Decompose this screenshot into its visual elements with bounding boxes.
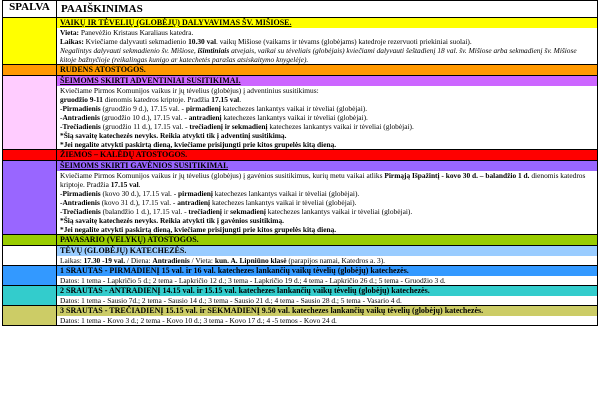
stream-3-cell [57, 306, 598, 326]
legend-table [2, 0, 598, 326]
advent-line-2-rest1: (gruodžio 10 d.), 17.15 val. - [99, 113, 189, 122]
header-explanation: PAAIŠKINIMAS [57, 1, 598, 18]
mass-place [60, 28, 594, 37]
advent-line-1 [60, 104, 594, 113]
mass-place-label: Vieta: [60, 28, 80, 37]
parents-time-label: Laikas: [60, 256, 84, 265]
advent-line-2-rest2: katechezes lankantys vaikai ir tėveliai (globėjai). [221, 113, 368, 122]
advent-line-1-day: -Pirmadienis [60, 104, 101, 113]
lent-line-3 [60, 207, 594, 216]
lent-intro-pre: Kviečiame Pirmos Komunijos vaikus ir jų tėvelius (globėjus) į gavėnios susitikimus, kurių metu vaikai atliks [60, 171, 385, 180]
stream-2-cell [57, 286, 598, 306]
swatch-red [3, 150, 57, 161]
lent-line-3-day: -Trečiadienis [60, 207, 101, 216]
row-advent [3, 76, 598, 150]
mass-note-pre: Negalintys dalyvauti sekmadienio šv. Mišiose, [60, 46, 198, 55]
parents-place-rest: (parapijos namai, Katedros a. 3). [286, 256, 386, 265]
parents-place-label: / Vieta: [189, 256, 215, 265]
lent-line-2 [60, 198, 594, 207]
lent-line-1-rest2: katechezes lankantys vaikai ir tėveliai (globėjai). [212, 189, 360, 198]
parents-day-label: / Diena: [125, 256, 153, 265]
advent-line-2 [60, 113, 594, 122]
lent-line-2-bold: antradienį [177, 198, 211, 207]
mass-time-post: . vaikų Mišiose (vaikams ir tėvams (globėjams) katedroje rezervuoti priekiniai suolai). [216, 37, 472, 46]
header-color: SPALVA [3, 1, 57, 18]
mass-note [60, 46, 594, 64]
mass-place-text: Panevėžio Kristaus Karaliaus katedra. [79, 28, 194, 37]
row-easter [3, 235, 598, 246]
lent-intro [60, 171, 594, 189]
lent-line-2-rest1: (kovo 31 d.), 17.15 val. - [99, 198, 178, 207]
advent-warn-2: *Jei negalite atvykti paskirtą dieną, kviečiame prisijungti prie kitos grupelės kitą dieną. [60, 140, 337, 149]
lent-intro-time: 17.15 val [110, 180, 139, 189]
advent-line-3-rest2: katechezes lankantys vaikai ir tėveliai (globėjai). [267, 122, 414, 131]
row-stream-1 [3, 266, 598, 286]
advent-dates [60, 95, 594, 104]
advent-line-1-rest2: katechezes lankantys vaikai ir tėveliai (globėjai). [220, 104, 368, 113]
row-winter [3, 150, 598, 161]
lent-line-2-day: -Antradienis [60, 198, 100, 207]
row-autumn [3, 65, 598, 76]
stream-3-title: 3 SRAUTAS - TREČIADIENĮ 15.15 val. ir SEKMADIENĮ 9.50 val. katechezes lankančių vaikų tėvelių (globėjų) katechezės. [57, 306, 597, 316]
swatch-teal [3, 286, 57, 306]
lent-warn-2: *Jei negalite atvykti paskirtą dieną, kviečiame prisijungti prie kitos grupelės kitą dieną. [60, 225, 337, 234]
swatch-orange [3, 65, 57, 76]
swatch-purple [3, 161, 57, 235]
advent-dates-end: . [239, 95, 242, 104]
easter-cell [57, 235, 598, 246]
advent-line-2-day: -Antradienis [60, 113, 100, 122]
advent-line-1-rest1: (gruodžio 9 d.), 17.15 val. - [100, 104, 186, 113]
stream-2-dates: Datos: 1 tema - Sausio 7d.; 2 tema - Sausio 14 d.; 3 tema - Sausio 21 d.; 4 tema - Sausio 28 d.; 5 tema - Vasario 4 d. [60, 296, 402, 305]
advent-title: ŠEIMOMS SKIRTI ADVENTINIAI SUSITIKIMAI. [60, 76, 241, 85]
winter-title: ŽIEMOS – KALĖDŲ ATOSTOGOS. [60, 150, 188, 159]
advent-dates-mid: dienomis katedros kriptoje. Pradžia [102, 95, 212, 104]
mass-cell [57, 18, 598, 65]
mass-note-bold: išimtiniais [197, 46, 230, 55]
parents-cell [57, 246, 598, 266]
stream-1-title: 1 SRAUTAS - PIRMADIENĮ 15 val. ir 16 val. katechezes lankančių vaikų tėvelių (globėjų) katechezės. [57, 266, 597, 276]
mass-time [60, 37, 594, 46]
header-row [3, 1, 598, 18]
lent-intro-end: . [138, 180, 141, 189]
lent-line-3-rest2: ir [221, 207, 231, 216]
parents-info [60, 256, 594, 265]
row-mass [3, 18, 598, 65]
parents-time: 17.30 -19 val. [83, 256, 126, 265]
row-stream-3 [3, 306, 598, 326]
swatch-olive [3, 306, 57, 326]
lent-line-1-rest1: (kovo 30 d.), 17.15 val. - [100, 189, 179, 198]
lent-title: ŠEIMOMS SKIRTI GAVĖNIOS SUSITIKIMAI. [60, 161, 229, 170]
lent-line-3-bold: trečiadienį [188, 207, 222, 216]
lent-line-1 [60, 189, 594, 198]
advent-cell [57, 76, 598, 150]
advent-intro: Kviečiame Pirmos Komunijos vaikus ir jų tėvelius (globėjus) į adventinius susitikimus: [60, 86, 319, 95]
lent-intro-bold: Pirmąją Išpažintį - kovo 30 d. – balandžio 1 d. [384, 171, 530, 180]
advent-line-1-bold: pirmadienį [185, 104, 221, 113]
row-lent [3, 161, 598, 235]
lent-intro-mid: dienomis katedros kriptoje. Pradžia [60, 171, 586, 189]
stream-3-dates: Datos: 1 tema - Kovo 3 d.; 2 tema - Kovo 10 d.; 3 tema - Kovo 17 d.; 4 -5 temos - Kovo 24 d. [60, 316, 337, 325]
mass-time-bold: 10.30 val [188, 37, 217, 46]
easter-title: PAVASARIO (VELYKŲ) ATOSTOGOS. [60, 235, 199, 244]
autumn-cell [57, 65, 598, 76]
lent-line-1-day: -Pirmadienis [60, 189, 101, 198]
lent-line-1-bold: pirmadienį [178, 189, 213, 198]
stream-1-dates: Datos: 1 tema - Lapkričio 5 d.; 2 tema - Lapkričio 12 d.; 3 tema - Lapkričio 19 d.; 4 tema - Lapkričio 26 d.; 5 tema - Gruodžio 3 d. [60, 276, 446, 285]
advent-warn-1: *Šią savaitę katechezės nevyks. Reikia atvykti tik į adventinį susitikimą. [60, 131, 287, 140]
lent-line-2-rest2: katechezes lankantys vaikai ir tėveliai (globėjai). [210, 198, 357, 207]
winter-cell [57, 150, 598, 161]
advent-line-3-day: -Trečiadienis [60, 122, 101, 131]
lent-warn-1: *Šią savaitę katechezės nevyks. Reikia atvykti tik į gavėnios susitikimą. [60, 216, 284, 225]
stream-2-title: 2 SRAUTAS - ANTRADIENĮ 14.15 val. ir 15.15 val. katechezes lankančių vaikų tėvelių (globėjų) katechezės. [57, 286, 597, 296]
parents-title: TĖVŲ (GLOBĖJŲ) KATECHEZĖS. [57, 246, 597, 256]
advent-line-3-bold: trečiadienį ir sekmadienį [189, 122, 268, 131]
mass-time-pre: Kviečiame dalyvauti sekmadienio [83, 37, 189, 46]
swatch-blue [3, 266, 57, 286]
lent-line-3-rest3: katechezes lankantys vaikai ir tėveliai (globėjai). [265, 207, 413, 216]
advent-line-3 [60, 122, 594, 131]
advent-dates-bold: gruodžio 9-11 [60, 95, 103, 104]
row-parents [3, 246, 598, 266]
row-stream-2 [3, 286, 598, 306]
advent-line-2-bold: antradienį [188, 113, 222, 122]
autumn-title: RUDENS ATOSTOGOS. [60, 65, 146, 74]
swatch-yellow [3, 18, 57, 65]
stream-1-cell [57, 266, 598, 286]
swatch-pink [3, 76, 57, 150]
mass-title: VAIKŲ IR TĖVELIŲ (GLOBĖJŲ) DALYVAVIMAS ŠV. MIŠIOSE. [60, 18, 292, 27]
parents-place: kun. A. Lipniūno klasė [214, 256, 287, 265]
advent-line-3-rest1: (gruodžio 11 d.), 17.15 val. - [100, 122, 190, 131]
lent-cell [57, 161, 598, 235]
advent-dates-time: 17.15 val [211, 95, 240, 104]
lent-line-3-bold2: sekmadienį [230, 207, 266, 216]
lent-line-3-rest1: (balandžio 1 d.), 17.15 val. - [100, 207, 189, 216]
swatch-green [3, 235, 57, 246]
mass-note-post: atvejais, vaikai su tėveliais (globėjais) kviečiami dalyvauti šeštadienį 18 val. šv. Mišiose arba sekmadienį šv. Mišiose kitoje bažnyčioje (reikalingas kunigo ar katechetės parašas atsiskaitymo knygelėje). [60, 46, 577, 64]
swatch-white [3, 246, 57, 266]
mass-time-label: Laikas: [60, 37, 84, 46]
parents-day: Antradienis [152, 256, 190, 265]
